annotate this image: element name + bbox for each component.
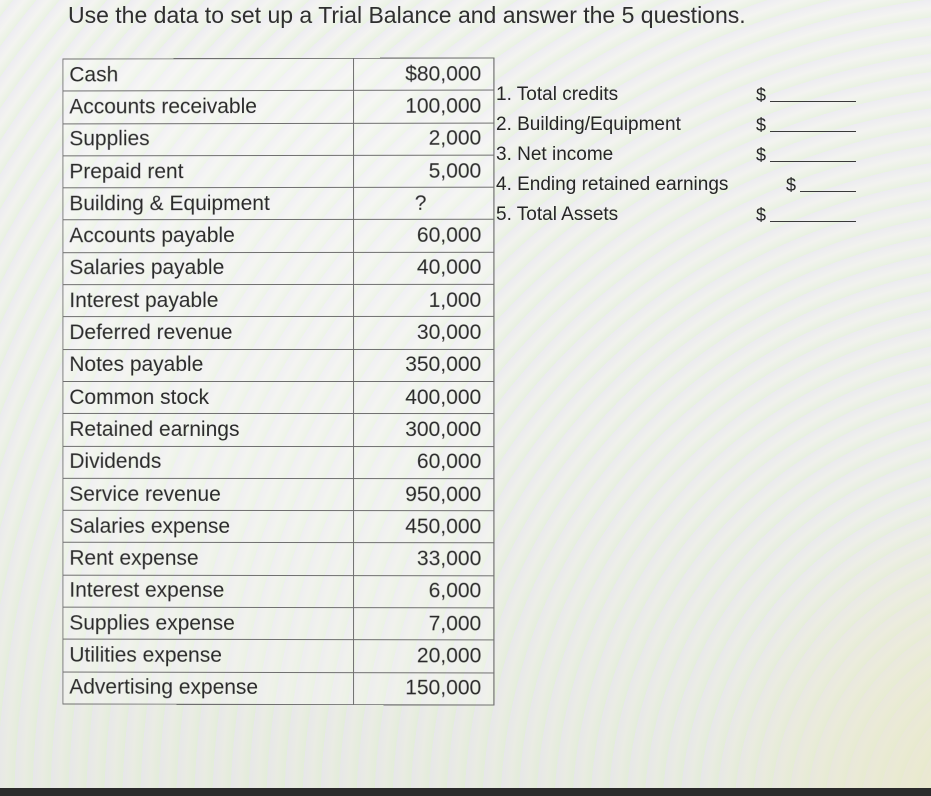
account-name: Interest payable [63, 285, 354, 317]
account-name: Utilities expense [63, 639, 354, 672]
account-amount: 60,000 [354, 220, 494, 252]
answer-currency: $ [786, 175, 797, 195]
table-row [63, 414, 494, 446]
question-item [496, 200, 856, 230]
account-name: Interest expense [63, 575, 354, 608]
question-label: 3. Net income [496, 144, 614, 165]
table-row [63, 155, 494, 188]
table-row [63, 575, 494, 608]
account-amount: 150,000 [354, 672, 494, 705]
table-row [63, 187, 494, 220]
answer-line [770, 131, 856, 132]
account-name: Building & Equipment [63, 188, 354, 221]
account-amount: 1,000 [354, 284, 494, 316]
question-label: 4. Ending retained earnings [496, 174, 729, 195]
account-name: Accounts payable [63, 220, 354, 253]
table-row [63, 446, 494, 479]
account-name: Service revenue [63, 478, 354, 511]
account-name: Deferred revenue [63, 317, 354, 349]
account-amount: ? [354, 187, 494, 220]
page-title: Use the data to set up a Trial Balance and answer the 5 questions. [68, 2, 746, 28]
questions-list [496, 80, 856, 230]
account-amount: 6,000 [354, 575, 494, 608]
answer-line [800, 191, 856, 192]
table-row [63, 284, 494, 317]
account-name: Supplies [63, 123, 354, 156]
question-item [496, 170, 856, 200]
question-item [496, 80, 856, 110]
table-row [63, 252, 494, 285]
table-row [63, 381, 494, 413]
question-item [496, 110, 856, 140]
account-amount: 300,000 [354, 414, 494, 446]
account-amount: 100,000 [354, 90, 494, 123]
account-amount: 20,000 [354, 640, 494, 673]
account-name: Salaries expense [63, 510, 354, 543]
table-row [63, 58, 494, 91]
table-row [63, 639, 494, 672]
table-row [63, 90, 494, 123]
question-label: 5. Total Assets [496, 204, 619, 225]
table-row [63, 123, 494, 156]
trial-balance-table [62, 57, 494, 705]
account-name: Dividends [63, 446, 354, 478]
answer-line [770, 161, 856, 162]
answer-blank [756, 86, 856, 104]
account-amount: 950,000 [354, 478, 494, 510]
account-amount: 40,000 [354, 252, 494, 284]
account-amount: 30,000 [354, 317, 494, 349]
answer-blank [756, 206, 856, 224]
account-name: Prepaid rent [63, 155, 354, 188]
account-amount: 33,000 [354, 543, 494, 576]
answer-currency: $ [756, 115, 767, 135]
table-row [63, 478, 494, 511]
account-name: Common stock [63, 381, 354, 413]
answer-currency: $ [756, 85, 767, 105]
account-amount: 450,000 [354, 511, 494, 543]
account-amount: $80,000 [354, 58, 494, 91]
account-name: Cash [63, 58, 354, 91]
table-row [63, 672, 494, 705]
monitor-bezel [0, 788, 931, 796]
table-row [63, 317, 494, 349]
account-name: Supplies expense [63, 607, 354, 640]
answer-line [770, 101, 856, 102]
answer-currency: $ [756, 145, 767, 165]
account-amount: 2,000 [354, 123, 494, 156]
question-label: 1. Total credits [496, 84, 619, 105]
table-row [63, 220, 494, 253]
table-row [63, 543, 494, 576]
account-amount: 400,000 [354, 381, 494, 413]
account-amount: 7,000 [354, 608, 494, 641]
table-row [63, 349, 494, 381]
answer-line [770, 221, 856, 222]
account-name: Notes payable [63, 349, 354, 381]
account-amount: 5,000 [354, 155, 494, 188]
answer-blank [756, 146, 856, 164]
account-name: Advertising expense [63, 672, 354, 705]
question-item [496, 140, 856, 170]
account-name: Salaries payable [63, 252, 354, 285]
answer-blank [786, 176, 856, 194]
table-row [63, 607, 494, 640]
account-name: Accounts receivable [63, 91, 354, 124]
account-name: Rent expense [63, 543, 354, 576]
account-amount: 350,000 [354, 349, 494, 381]
account-name: Retained earnings [63, 414, 354, 446]
question-label: 2. Building/Equipment [496, 114, 681, 135]
account-amount: 60,000 [354, 446, 494, 478]
answer-blank [756, 116, 856, 134]
answer-currency: $ [756, 205, 767, 225]
table-row [63, 510, 494, 543]
